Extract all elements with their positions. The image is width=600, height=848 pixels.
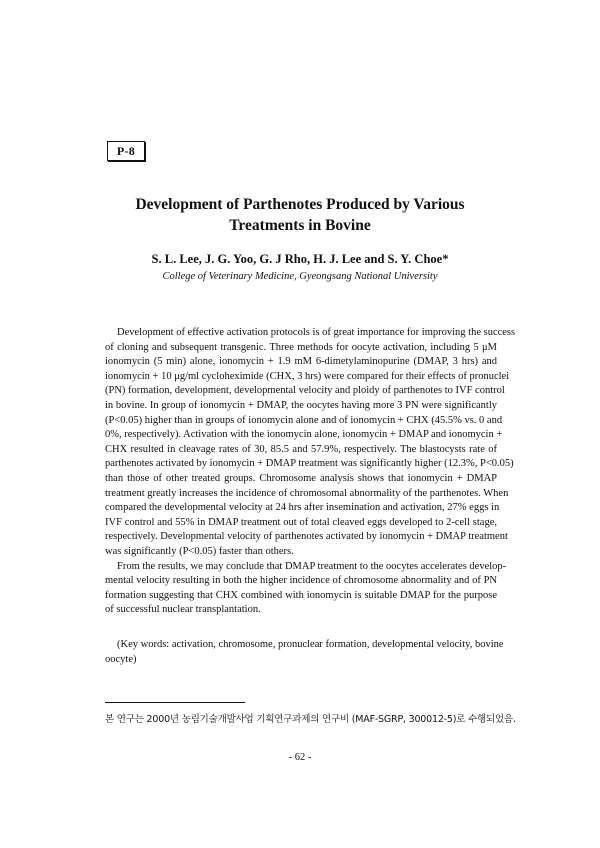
abstract-line: From the results, we may conclude that DMAP treatment to the oocytes accelerates develop- (117, 560, 507, 572)
affiliation: College of Veterinary Medicine, Gyeongsang National University (162, 271, 438, 282)
keywords-line: oocyte) (105, 653, 137, 665)
abstract-line: ionomycin (5 min) alone, ionomycin + 1.9 mM 6-dimetylaminopurine (DMAP, 3 hrs) and (105, 356, 497, 368)
abstract-line: mental velocity resulting in both the higher incidence of chromosome abnormality and of PN (105, 575, 497, 587)
paper-title (100, 194, 500, 236)
abstract-line: parthenotes activated by ionomycin + DMAP treatment was significantly higher (12.3%, P<0.05) (105, 458, 514, 470)
abstract-line: was significantly (P<0.05) faster than others. (105, 545, 294, 557)
keywords (105, 638, 504, 667)
page-number: - 62 - (288, 752, 312, 763)
abstract-line: of successful nuclear transplantation. (105, 604, 261, 616)
funding-footnote: 본 연구는 2000년 농림기술개발사업 기획연구과제의 연구비 (MAF-SGRP, 300012-5)로 수행되었음. (105, 714, 516, 725)
footnote-divider (105, 702, 245, 703)
title-line: Treatments in Bovine (229, 217, 371, 234)
abstract-line: (PN) formation, development, developmental velocity and ploidy of parthenotes to IVF control (105, 385, 505, 397)
abstract-line: CHX resulted in cleavage rates of 30, 85.5 and 57.9%, respectively. The blastocysts rate of (105, 443, 497, 455)
abstract-line: IVF control and 55% in DMAP treatment out of total cleaved eggs developed to 2-cell stage, (105, 516, 497, 528)
author-list: S. L. Lee, J. G. Yoo, G. J Rho, H. J. Lee and S. Y. Choe* (151, 252, 449, 266)
abstract-line: formation suggesting that CHX combined with ionomycin is suitable DMAP for the purpose (105, 589, 497, 601)
abstract-line: of cloning and subsequent transgenic. Three methods for oocyte activation, including 5 μM (105, 341, 497, 353)
abstract-line: in bovine. In group of ionomycin + DMAP, the oocytes having more 3 PN were significantly (105, 399, 497, 411)
keywords-line: (Key words: activation, chromosome, pronuclear formation, developmental velocity, bovine (117, 639, 504, 650)
abstract-line: 0%, respectively). Activation with the ionomycin alone, ionomycin + DMAP and ionomycin + (105, 429, 503, 441)
abstract-line: respectively. Developmental velocity of parthenotes activated by ionomycin + DMAP treatment (105, 531, 508, 543)
abstract (105, 326, 516, 618)
abstract-line: Development of effective activation protocols is of great importance for improving the success (117, 327, 516, 338)
abstract-line: (P<0.05) higher than in groups of ionomycin alone and of ionomycin + CHX (45.5% vs. 0 and (105, 414, 503, 426)
abstract-line: ionomycin + 10 μg/ml cycloheximide (CHX, 3 hrs) were compared for their effects of pronuclei (105, 370, 510, 382)
abstract-line: than those of other treated groups. Chromosome analysis shows that ionomycin + DMAP (105, 472, 497, 484)
abstract-line: treatment greatly increases the incidence of chromosomal abnormality of the parthenotes. When (105, 487, 509, 499)
poster-id-badge: P-8 (107, 141, 145, 161)
abstract-line: compared the developmental velocity at 24 hrs after insemination and activation, 27% eggs in (105, 502, 500, 514)
title-line: Development of Parthenotes Produced by Various (135, 196, 465, 213)
